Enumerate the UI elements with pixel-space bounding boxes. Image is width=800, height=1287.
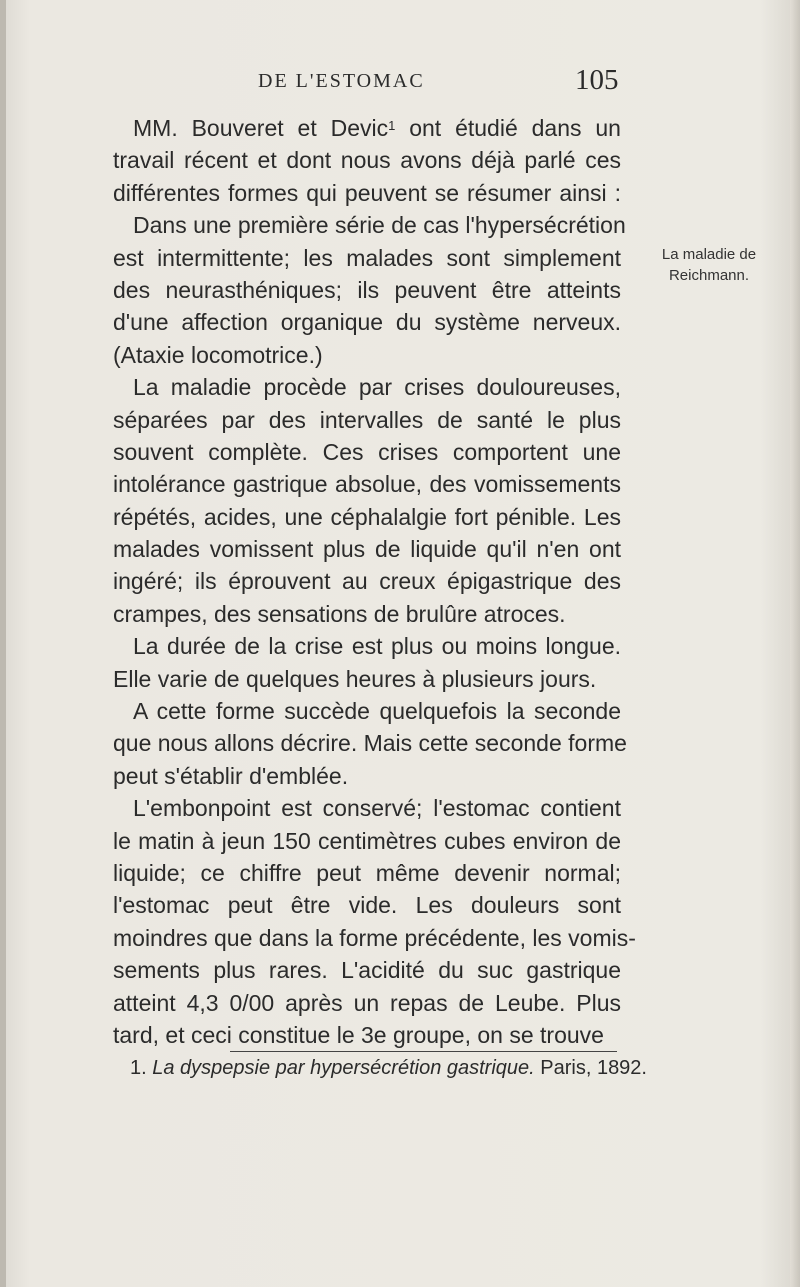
text-line: La maladie procède par crises douloureuses, [133, 374, 621, 401]
page-number: 105 [575, 64, 619, 96]
footnote-title: La dyspepsie par hypersécrétion gastrique. [152, 1057, 535, 1079]
text-line: l'estomac peut être vide. Les douleurs sont [113, 892, 621, 919]
text-line: ingéré; ils éprouvent au creux épigastrique des [113, 568, 621, 595]
text-line: crampes, des sensations de brulûre atroces. [113, 600, 566, 627]
text-line: Dans une première série de cas l'hypersécrétion [133, 212, 626, 239]
footnote [130, 1057, 647, 1080]
text-line: malades vomissent plus de liquide qu'il n'en ont [113, 536, 621, 563]
text-line: Elle varie de quelques heures à plusieurs jours. [113, 665, 597, 692]
text-line: répétés, acides, une céphalalgie fort pénible. Les [113, 503, 621, 530]
footnote-divider [230, 1051, 617, 1052]
text-line: L'embonpoint est conservé; l'estomac contient [133, 795, 621, 822]
text-line: liquide; ce chiffre peut même devenir normal; [113, 859, 621, 886]
footnote-marker: 1 [388, 118, 396, 133]
text-line: souvent complète. Ces crises comportent une [113, 438, 621, 465]
text-line: le matin à jeun 150 centimètres cubes environ de [113, 827, 621, 854]
text-line: différentes formes qui peuvent se résumer ainsi : [113, 179, 621, 206]
text-line-end: ont étudié dans un [395, 115, 621, 141]
text-line: (Ataxie locomotrice.) [113, 341, 323, 368]
text-line: A cette forme succède quelquefois la seconde [133, 698, 621, 725]
text-line: La durée de la crise est plus ou moins longue. [133, 633, 621, 660]
footnote-number: 1. [130, 1057, 153, 1079]
text-line: d'une affection organique du système nerveux. [113, 309, 621, 336]
text-line: moindres que dans la forme précédente, les vomis- [113, 924, 636, 951]
text-line: peut s'établir d'emblée. [113, 762, 349, 789]
text-line: atteint 4,3 0/00 après un repas de Leube. Plus [113, 989, 621, 1016]
text-line: travail récent et dont nous avons déjà parlé ces [113, 147, 621, 174]
text-line: est intermittente; les malades sont simplement [113, 244, 621, 271]
text-line: intolérance gastrique absolue, des vomissements [113, 471, 621, 498]
text-line: tard, et ceci constitue le 3e groupe, on se trouve [113, 1021, 604, 1048]
text-line: que nous allons décrire. Mais cette seconde forme [113, 730, 627, 757]
margin-note-line-2: Reichmann. [668, 267, 750, 284]
body-text [113, 112, 636, 1051]
text-line-start: MM. Bouveret et Devic [133, 115, 389, 141]
text-line [113, 112, 621, 144]
text-line: sements plus rares. L'acidité du suc gastrique [113, 957, 621, 984]
margin-note-line-1: La maladie de [661, 246, 757, 263]
text-line: séparées par des intervalles de santé le plus [113, 406, 621, 433]
page-outer-edge [790, 0, 800, 1287]
footnote-citation: Paris, 1892. [534, 1057, 647, 1079]
margin-note [624, 244, 794, 286]
page-binding-edge [0, 0, 6, 1287]
running-head: DE L'ESTOMAC [258, 70, 425, 92]
page-header [0, 64, 800, 98]
text-line: des neurasthéniques; ils peuvent être atteints [113, 276, 621, 303]
